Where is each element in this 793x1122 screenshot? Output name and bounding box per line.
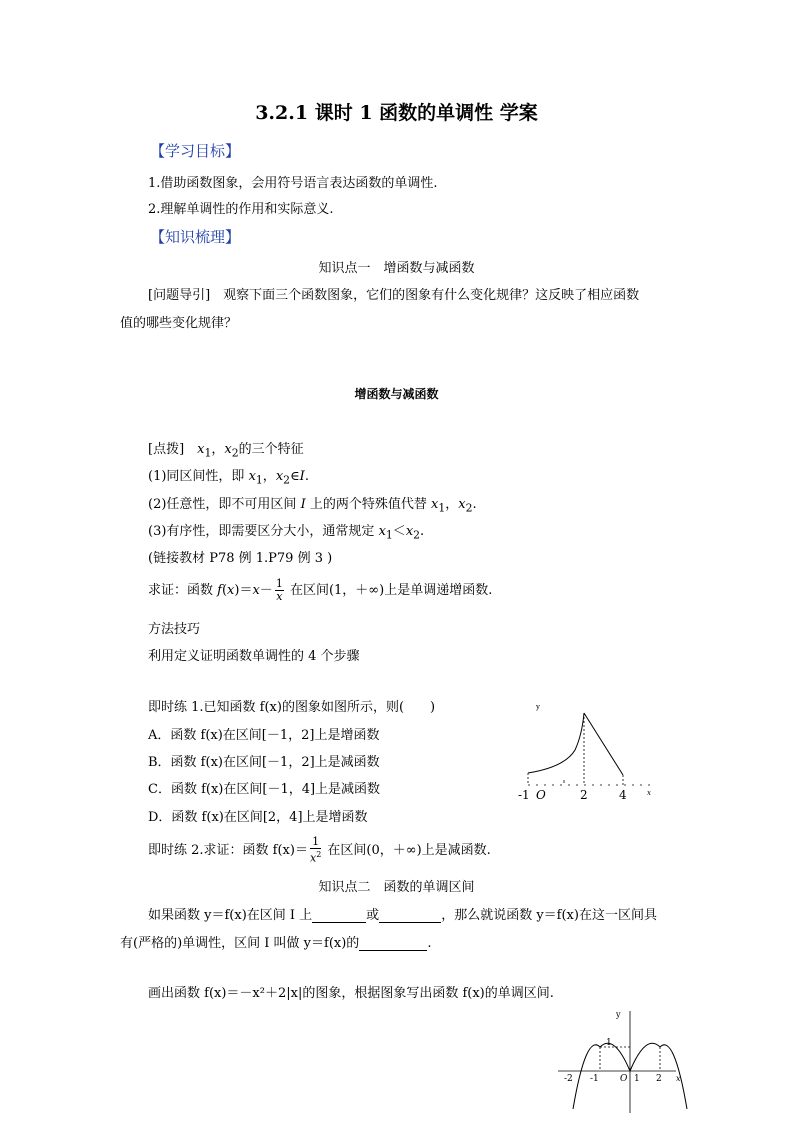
tick-label: -1 (518, 788, 530, 802)
goals-heading: 【学习目标】 (150, 142, 241, 160)
blank-2[interactable] (379, 922, 441, 923)
proof-statement: 求证：函数 f(x)＝x－ $\frac{1}{x}$ 在区间(1，＋∞)上是单调递增函数. (148, 577, 493, 603)
point1-heading: 知识点一 增函数与减函数 (318, 261, 475, 276)
tip-feature-2: (2)任意性，即不可用区间 I 上的两个特殊值代替 $x_1$，$x_2$. (148, 497, 477, 515)
tick-label: -1 (590, 1074, 599, 1084)
tick-label: 4 (619, 788, 627, 802)
option-a: A．函数 f(x)在区间[－1，2]上是增函数 (148, 728, 380, 743)
y-axis-label: y (536, 703, 540, 711)
point2-heading: 知识点二 函数的单调区间 (318, 880, 475, 895)
x-axis-label: x (676, 1074, 681, 1083)
tips-heading: [点拨] $x_1$，$x_2$的三个特征 (148, 442, 304, 460)
table-title: 增函数与减函数 (354, 387, 439, 401)
exercise2-statement: 即时练 2.求证：函数 f(x)＝ $\frac{1}{x^2}$ 在区间(0，＋∞)上是减函数. (148, 835, 491, 865)
textbook-link: (链接教材 P78 例 1.P79 例 3 ) (148, 551, 333, 566)
peak-label: 1 (606, 1038, 612, 1048)
exercise1-graph (510, 695, 660, 805)
tick-label: 1 (634, 1074, 640, 1084)
blank-3[interactable] (359, 950, 427, 951)
blank-1[interactable] (312, 922, 366, 923)
option-c: C．函数 f(x)在区间[－1，4]上是减函数 (148, 782, 381, 797)
y-axis-label: y (616, 1010, 621, 1019)
goal-item-1: 1.借助函数图象，会用符号语言表达函数的单调性. (148, 176, 438, 191)
method-text: 利用定义证明函数单调性的 4 个步骤 (148, 649, 360, 664)
knowledge-heading: 【知识梳理】 (150, 228, 241, 246)
guide-line-1: [问题导引] 观察下面三个函数图象，它们的图象有什么变化规律？这反映了相应函数 (148, 288, 640, 303)
tick-label: -2 (564, 1074, 573, 1084)
segment-right (584, 713, 623, 775)
goal-item-2: 2.理解单调性的作用和实际意义. (148, 202, 334, 217)
tip-feature-1: (1)同区间性，即 $x_1$，$x_2\in I$. (148, 469, 309, 487)
curve-left (528, 713, 584, 773)
draw-exercise: 画出函数 f(x)＝－x²＋2|x|的图象，根据图象写出函数 f(x)的单调区间. (148, 986, 554, 1001)
option-b: B．函数 f(x)在区间[－1，2]上是减函数 (148, 755, 380, 770)
option-d: D．函数 f(x)在区间[2，4]上是增函数 (148, 810, 368, 825)
tick-label: 2 (580, 788, 588, 802)
exercise3-graph (550, 1005, 690, 1117)
guide-line-2: 值的哪些变化规律？ (120, 316, 238, 331)
definition-line-1: 如果函数 y＝f(x)在区间 I 上 或 ，那么就说函数 y＝f(x)在这一区间具 (148, 908, 657, 923)
definition-line-2: 有(严格的)单调性，区间 I 叫做 y＝f(x)的 . (120, 936, 432, 951)
x-axis-label: x (647, 789, 651, 797)
tick-label: 2 (656, 1074, 662, 1084)
page-title: 3.2.1 课时 1 函数的单调性 学案 (255, 102, 538, 124)
exercise1-stem: 即时练 1.已知函数 f(x)的图象如图所示，则( ) (148, 700, 436, 715)
method-heading: 方法技巧 (148, 622, 201, 637)
tip-feature-3: (3)有序性，即需要区分大小，通常规定 $x_1<x_2$. (148, 524, 425, 542)
tick-label: O (536, 788, 546, 802)
tick-label: O (620, 1074, 628, 1084)
